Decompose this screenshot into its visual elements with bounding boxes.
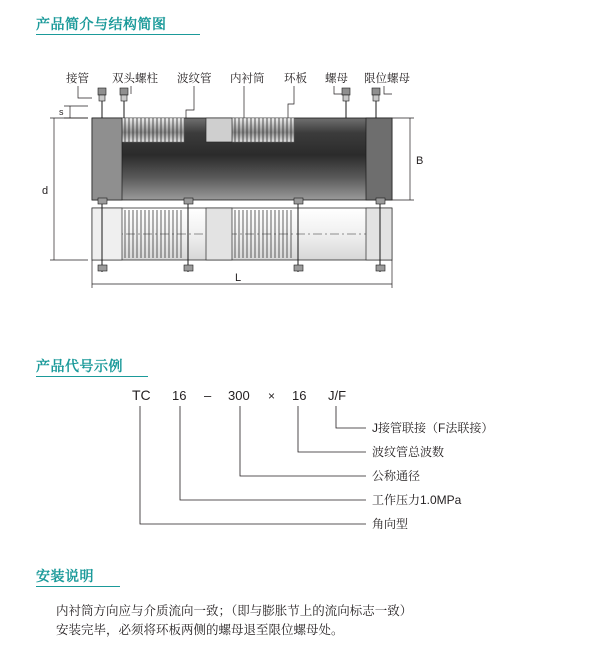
callout-label-1: 双头螺柱	[112, 73, 158, 85]
code-legend-2: 公称通径	[372, 469, 421, 483]
section-underline-code	[36, 376, 148, 377]
bellows-left	[122, 118, 184, 142]
code-legend-4: 角向型	[372, 517, 409, 531]
section-underline-install	[36, 586, 120, 587]
code-token-dash: –	[204, 388, 212, 403]
dimension-label-d: d	[42, 185, 49, 197]
code-legend-0: J接管联接（F法联接）	[372, 421, 494, 435]
dimension-label-L: L	[235, 272, 242, 284]
end-plate-right	[366, 118, 392, 200]
callout-label-0: 接管	[66, 73, 89, 85]
callout-labels	[66, 71, 410, 85]
section-title-structure: 产品简介与结构简图	[36, 16, 167, 32]
upper-assembly-view	[92, 88, 392, 200]
callout-label-6: 限位螺母	[364, 73, 410, 85]
section-title-code: 产品代号示例	[36, 358, 123, 374]
product-code-string	[132, 387, 346, 403]
callout-label-5: 螺母	[325, 73, 348, 85]
install-note-line-2: 安装完毕，必须将环板两侧的螺母退至限位螺母处。	[56, 623, 344, 637]
dimension-label-B: B	[416, 155, 424, 167]
product-code-diagram	[36, 382, 564, 542]
code-token-series: TC	[132, 387, 151, 403]
bellows-left-lower	[125, 210, 181, 258]
install-note-line-1: 内衬筒方向应与介质流向一致；（即与膨胀节上的流向标志一致）	[56, 604, 413, 618]
section-title-install: 安装说明	[36, 568, 94, 584]
callout-label-3: 内衬筒	[230, 73, 265, 85]
code-token-times: ×	[268, 389, 276, 403]
code-token-diameter: 300	[228, 388, 250, 403]
code-legend-3: 工作压力1.0MPa	[372, 493, 462, 507]
section-underline-structure	[36, 34, 200, 35]
callout-label-2: 波纹管	[177, 73, 212, 85]
lower-assembly-view	[92, 198, 392, 272]
code-leader-lines	[140, 406, 366, 524]
code-token-pressure: 16	[172, 388, 187, 403]
bellows-right	[232, 118, 294, 142]
callout-label-4: 环板	[284, 73, 307, 85]
code-legend-1: 波纹管总波数	[372, 445, 445, 459]
stud-nut-assemblies-top	[98, 88, 380, 118]
dimension-label-s: s	[59, 107, 64, 117]
bellows-right-lower	[235, 210, 291, 258]
code-legend	[372, 420, 493, 531]
structure-diagram	[36, 60, 564, 290]
ring-plate	[206, 118, 232, 142]
code-token-connection: J/F	[328, 388, 347, 403]
end-plate-left	[92, 118, 122, 200]
code-token-waves: 16	[292, 388, 307, 403]
